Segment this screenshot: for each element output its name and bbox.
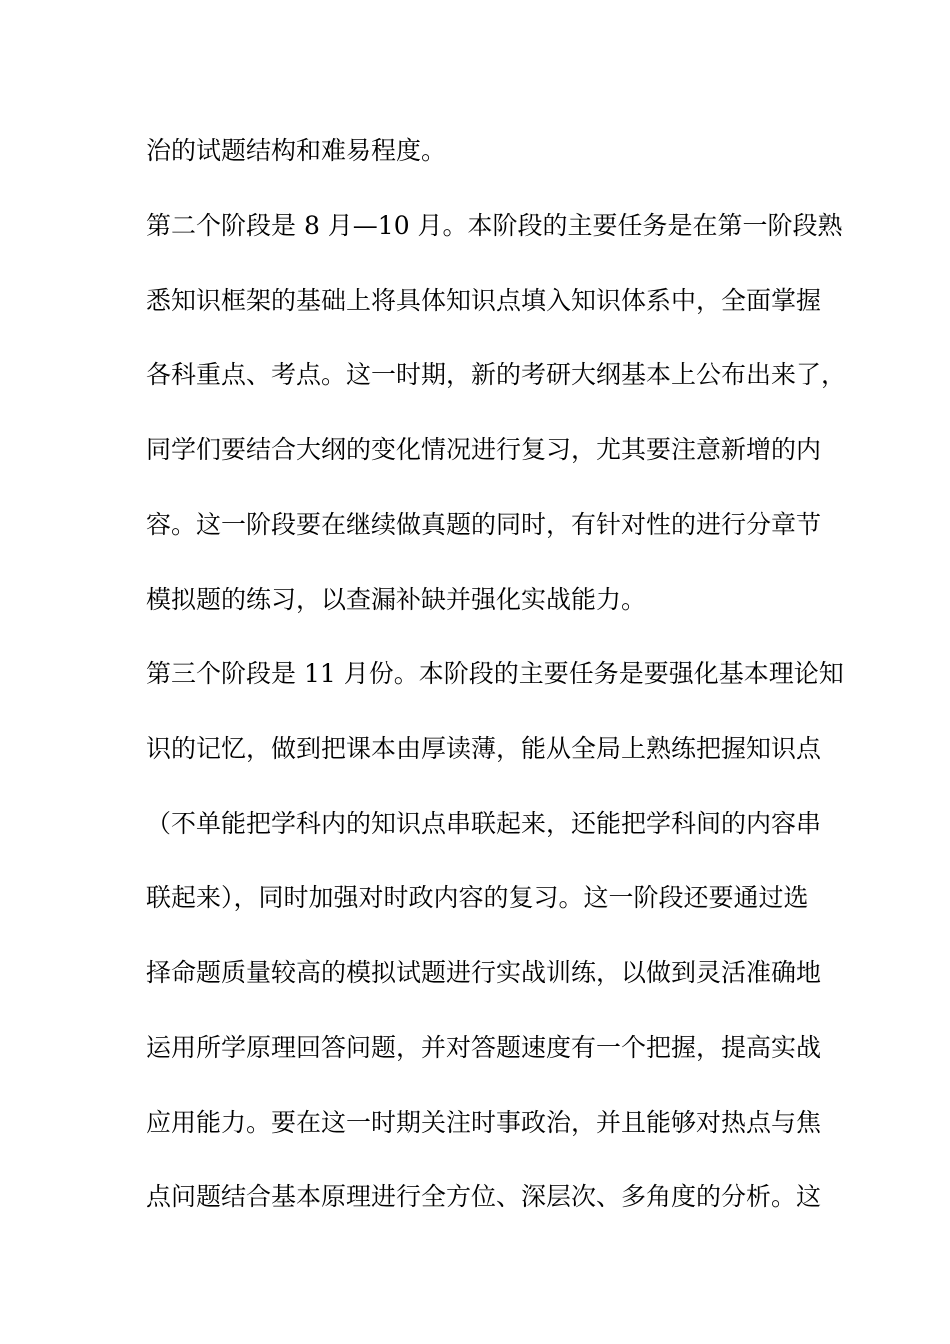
text-line: （不单能把学科内的知识点串联起来，还能把学科间的内容串 xyxy=(146,809,822,838)
text-line: 择命题质量较高的模拟试题进行实战训练，以做到灵活准确地 xyxy=(146,958,822,987)
text-line: 识的记忆，做到把课本由厚读薄，能从全局上熟练把握知识点 xyxy=(146,734,822,763)
text-line: 同学们要结合大纲的变化情况进行复习，尤其要注意新增的内 xyxy=(146,435,822,464)
text-line: 治的试题结构和难易程度。 xyxy=(146,136,447,165)
text-line: 点问题结合基本原理进行全方位、深层次、多角度的分析。这 xyxy=(146,1182,822,1211)
text-line: 各科重点、考点。这一时期，新的考研大纲基本上公布出来了， xyxy=(146,360,847,389)
text-line: 联起来），同时加强对时政内容的复习。这一阶段还要通过选 xyxy=(146,883,809,912)
text-line: 悉知识框架的基础上将具体知识点填入知识体系中，全面掌握 xyxy=(146,286,822,315)
text-line: 第三个阶段是 11 月份。本阶段的主要任务是要强化基本理论知 xyxy=(146,659,844,688)
text-line: 第二个阶段是 8 月—10 月。本阶段的主要任务是在第一阶段熟 xyxy=(146,211,843,240)
text-line: 模拟题的练习，以查漏补缺并强化实战能力。 xyxy=(146,585,647,614)
text-line: 应用能力。要在这一时期关注时事政治，并且能够对热点与焦 xyxy=(146,1108,822,1137)
text-line: 运用所学原理回答问题，并对答题速度有一个把握，提高实战 xyxy=(146,1033,822,1062)
text-line: 容。这一阶段要在继续做真题的同时，有针对性的进行分章节 xyxy=(146,510,822,539)
